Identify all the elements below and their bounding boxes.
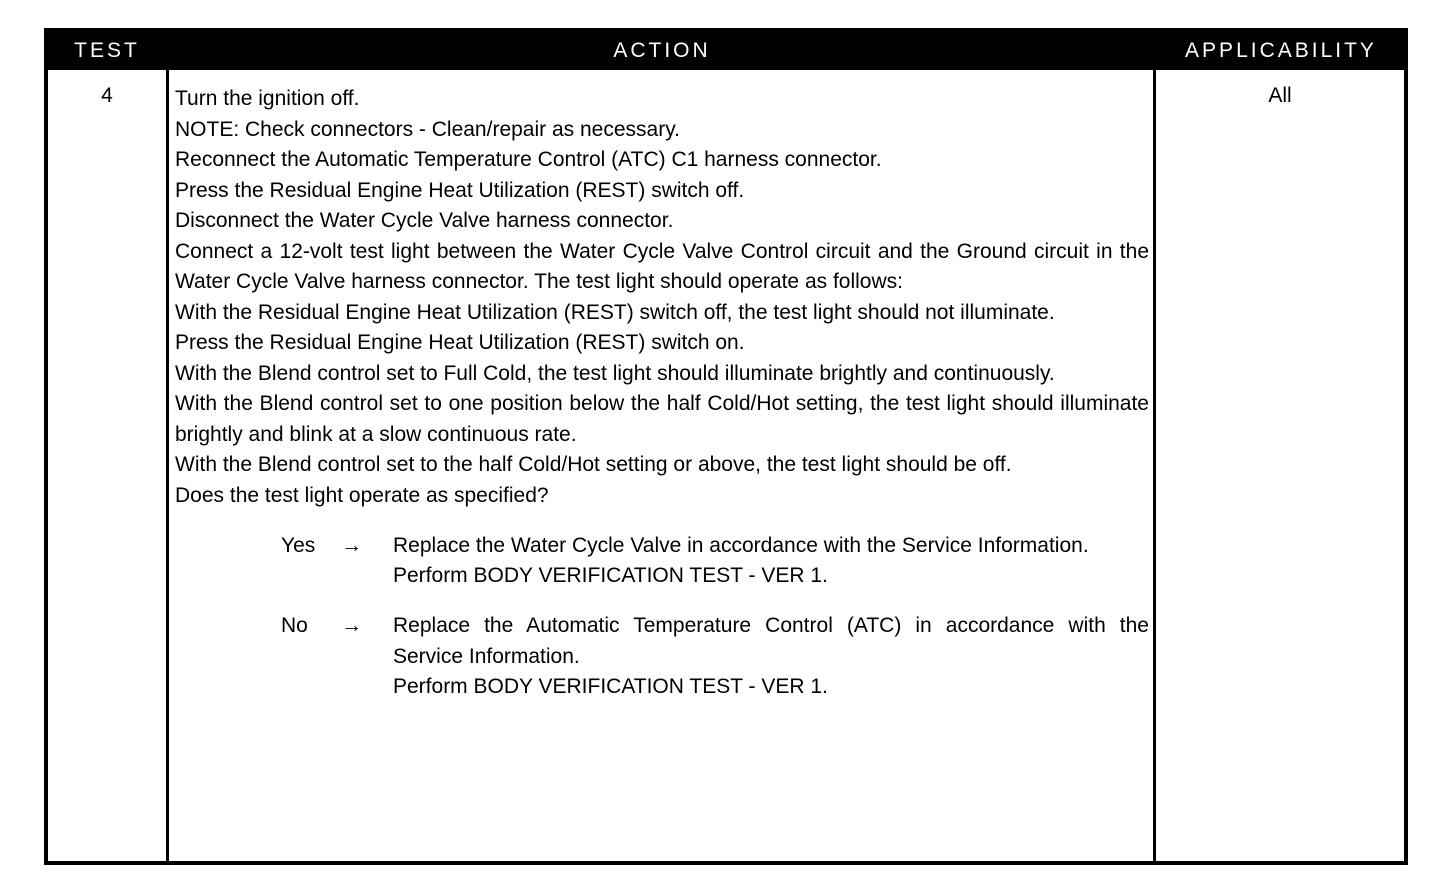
- header-action: ACTION: [613, 39, 711, 62]
- action-step: Reconnect the Automatic Temperature Control (ATC) C1 harness connector.: [175, 148, 882, 171]
- outcome-no: [175, 611, 1149, 702]
- header-test: TEST: [74, 39, 140, 62]
- action-step: With the Blend control set to the half Cold/Hot setting or above, the test light should be off.: [175, 453, 1012, 476]
- action-step: With the Residual Engine Heat Utilization (REST) switch off, the test light should not illuminate.: [175, 300, 1055, 324]
- applicability-cell: All: [1268, 84, 1292, 107]
- outcome-no-label: No: [281, 614, 308, 638]
- action-note: NOTE: Check connectors - Clean/repair as necessary.: [175, 117, 680, 141]
- outcome-yes-label: Yes: [281, 534, 316, 557]
- right-arrow-icon: →: [341, 534, 362, 557]
- action-cell: [175, 84, 1149, 702]
- action-step: Press the Residual Engine Heat Utilization (REST) switch off.: [175, 178, 745, 202]
- outcome-yes-line: Replace the Water Cycle Valve in accordance with the Service Information.: [393, 534, 1089, 557]
- action-step: Disconnect the Water Cycle Valve harness connector.: [175, 209, 674, 232]
- test-table: [44, 28, 1408, 865]
- outcome-yes-body: [393, 531, 1149, 591]
- test-number-cell: 4: [101, 84, 113, 107]
- column-divider-2: [1153, 70, 1156, 861]
- outcome-yes-line: Perform BODY VERIFICATION TEST - VER 1.: [393, 564, 828, 588]
- action-question: Does the test light operate as specified?: [175, 483, 549, 507]
- outcome-no-line: Perform BODY VERIFICATION TEST - VER 1.: [393, 674, 828, 698]
- column-divider-1: [166, 70, 169, 861]
- header-applicability: APPLICABILITY: [1185, 39, 1377, 62]
- action-step: Turn the ignition off.: [175, 87, 360, 110]
- outcome-no-line: Replace the Automatic Temperature Control (ATC) in accordance with the Service Information.: [393, 614, 1149, 668]
- action-step: With the Blend control set to Full Cold, the test light should illuminate brightly and continuously.: [175, 361, 1055, 385]
- outcome-yes: [175, 531, 1149, 591]
- right-arrow-icon: →: [341, 614, 362, 638]
- action-step: Connect a 12-volt test light between the Water Cycle Valve Control circuit and the Ground circuit in the Water Cycle Valve harness connector. The test light should operate as follows:: [175, 239, 1149, 293]
- outcome-no-body: [393, 611, 1149, 702]
- action-step: With the Blend control set to one position below the half Cold/Hot setting, the test light should illuminate brightly and blink at a slow continuous rate.: [175, 392, 1149, 446]
- table-header-row: [48, 32, 1404, 70]
- action-step: Press the Residual Engine Heat Utilization (REST) switch on.: [175, 331, 745, 354]
